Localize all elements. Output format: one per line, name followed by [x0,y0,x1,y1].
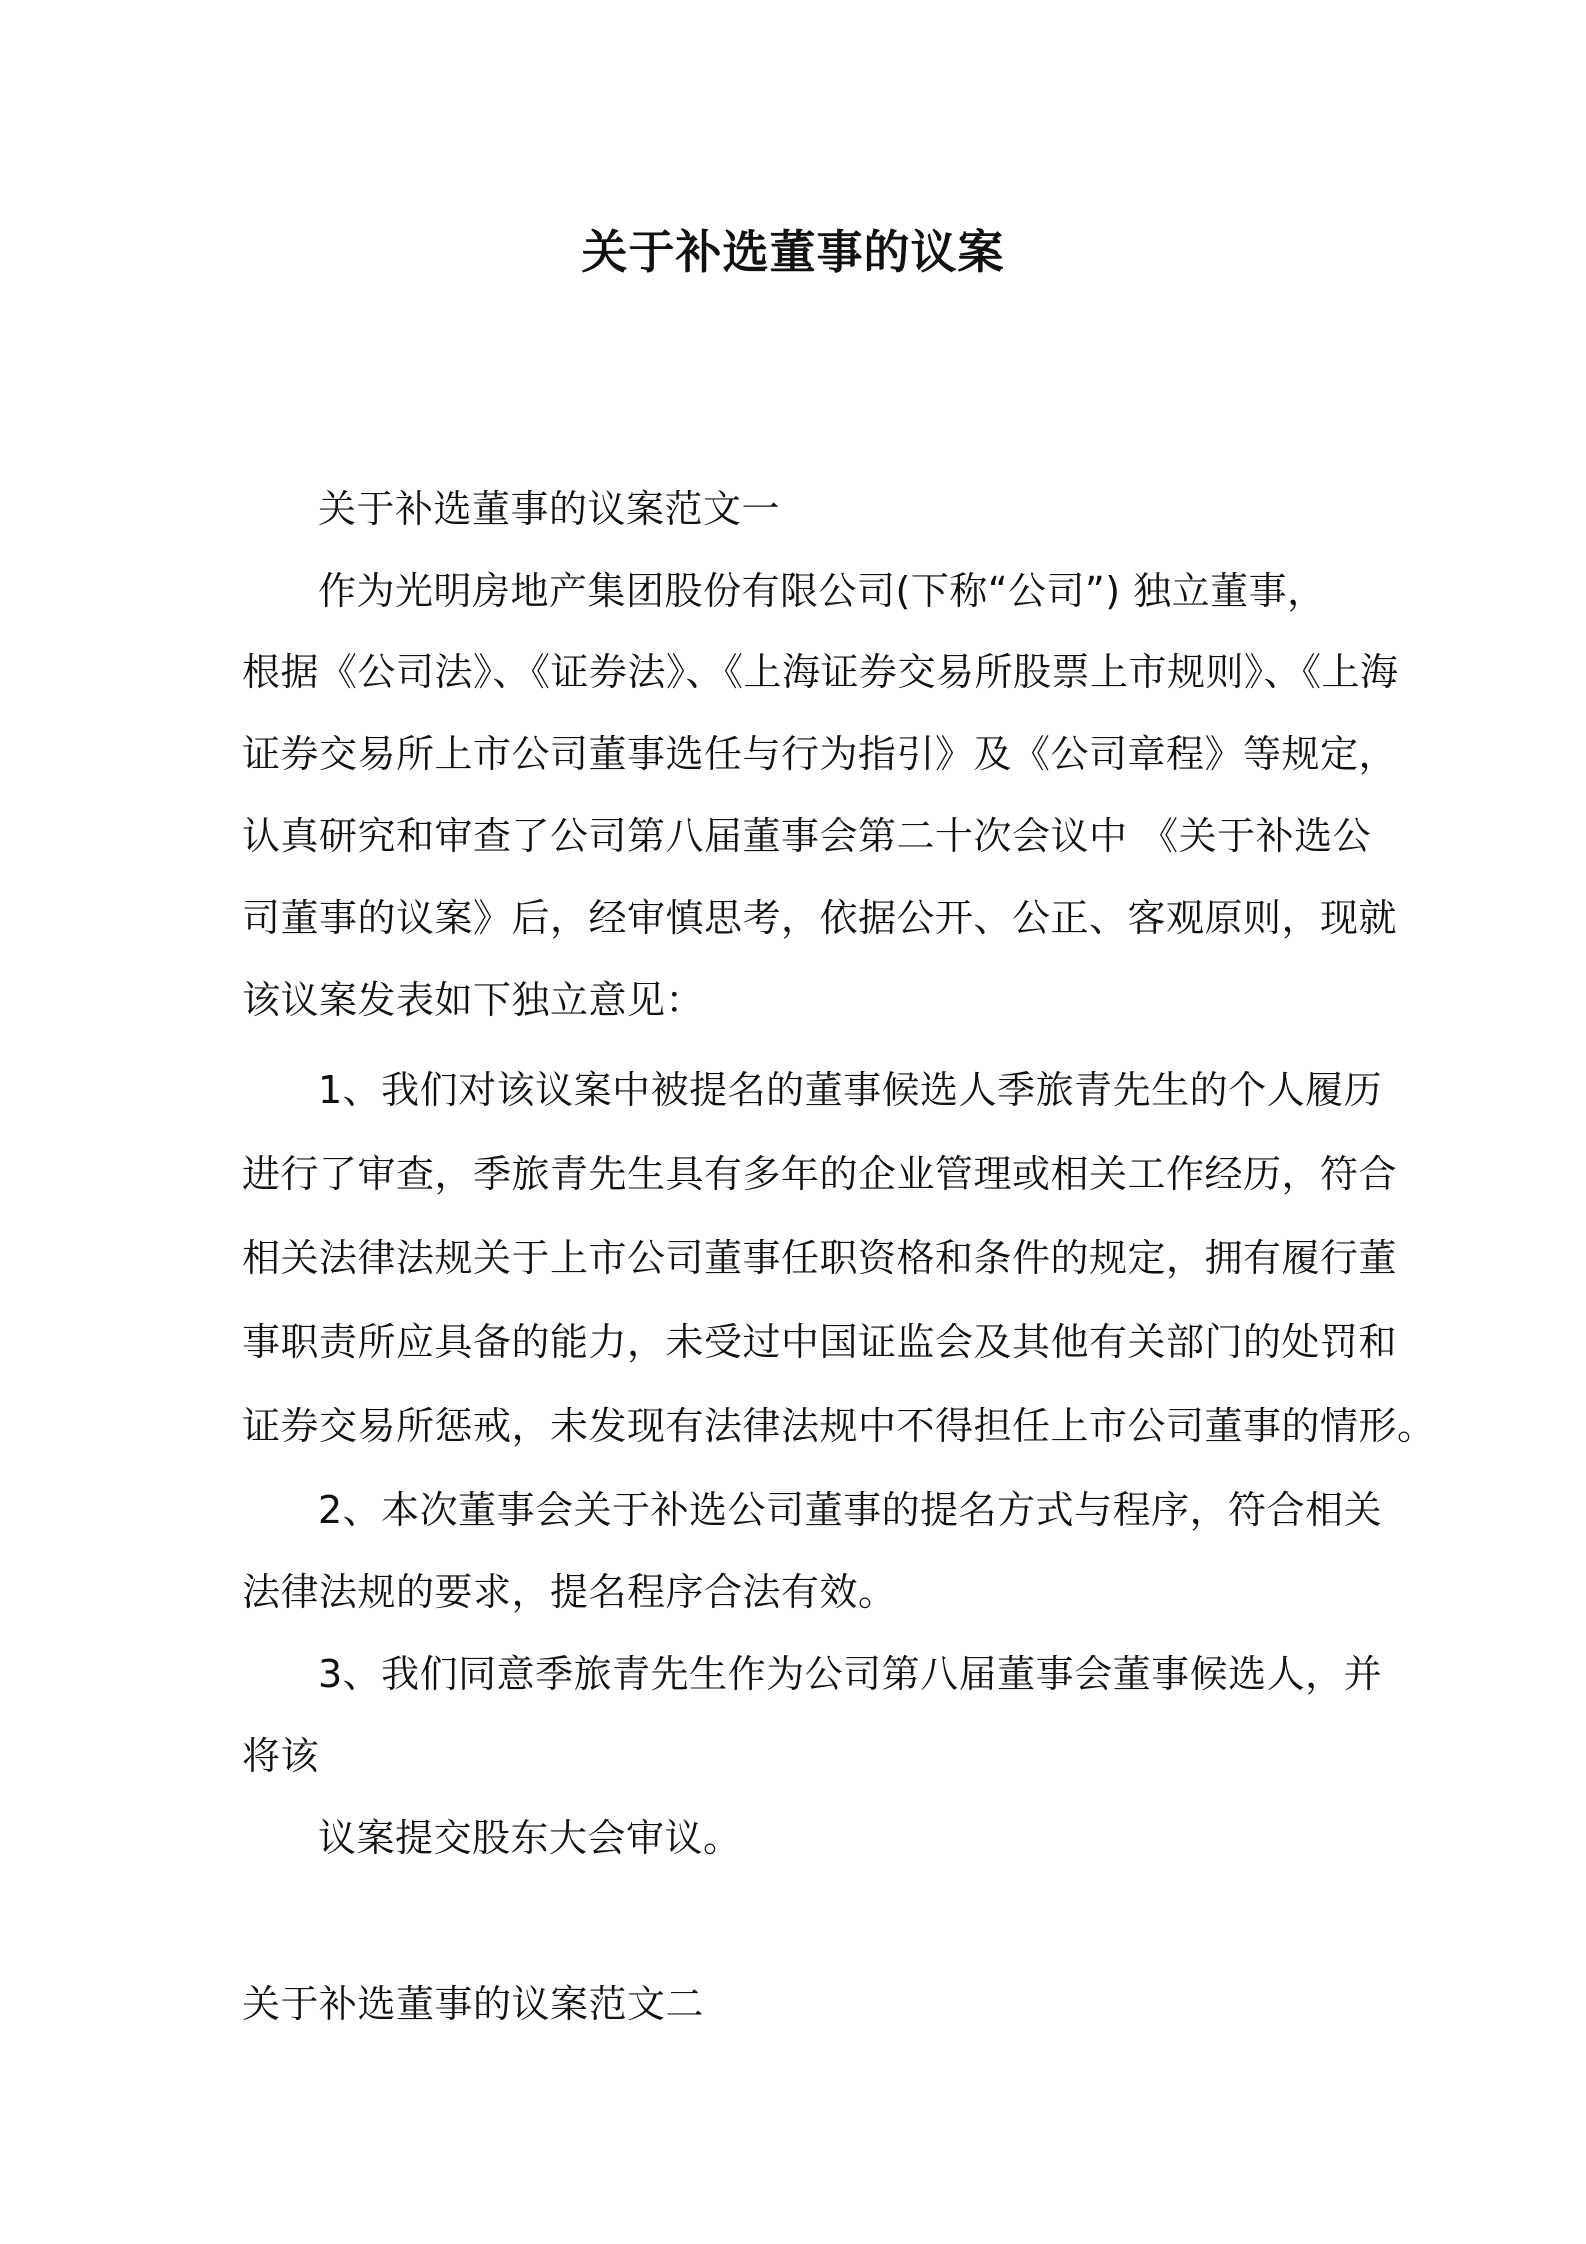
item1-line-2: 进行了审查，季旅青先生具有多年的企业管理或相关工作经历，符合 [242,1152,1398,1196]
item2-line-2: 法律法规的要求，提名程序合法有效。 [242,1570,897,1614]
item1-line-5: 证券交易所惩戒，未发现有法律法规中不得担任上市公司董事的情形。 [242,1404,1436,1448]
paragraph1-line-6: 该议案发表如下独立意见： [242,978,705,1022]
section1-heading: 关于补选董事的议案范文一 [318,487,781,531]
closing-line: 议案提交股东大会审议。 [318,1816,742,1860]
item1-line-4: 事职责所应具备的能力，未受过中国证监会及其他有关部门的处罚和 [242,1320,1398,1364]
paragraph1-line-5: 司董事的议案》后，经审慎思考，依据公开、公正、客观原则，现就 [242,896,1398,940]
item2-line-1: 2、本次董事会关于补选公司董事的提名方式与程序，符合相关 [318,1488,1383,1532]
document-title: 关于补选董事的议案 [581,225,1005,279]
item3-line-1: 3、我们同意季旅青先生作为公司第八届董事会董事候选人，并 [318,1652,1383,1696]
paragraph1-line-2: 根据《公司法》、《证券法》、《上海证券交易所股票上市规则》、《上海 [242,650,1399,694]
paragraph1-line-3: 证券交易所上市公司董事选任与行为指引》及《公司章程》等规定， [242,732,1398,776]
item1-line-1: 1、我们对该议案中被提名的董事候选人季旅青先生的个人履历 [318,1068,1383,1112]
section2-heading: 关于补选董事的议案范文二 [242,1982,705,2026]
paragraph1-line-1: 作为光明房地产集团股份有限公司(下称“公司”) 独立董事， [318,569,1326,613]
item1-line-3: 相关法律法规关于上市公司董事任职资格和条件的规定，拥有履行董 [242,1236,1398,1280]
item3-line-2: 将该 [242,1734,320,1778]
paragraph1-line-4: 认真研究和审查了公司第八届董事会第二十次会议中 《关于补选公 [242,814,1372,858]
